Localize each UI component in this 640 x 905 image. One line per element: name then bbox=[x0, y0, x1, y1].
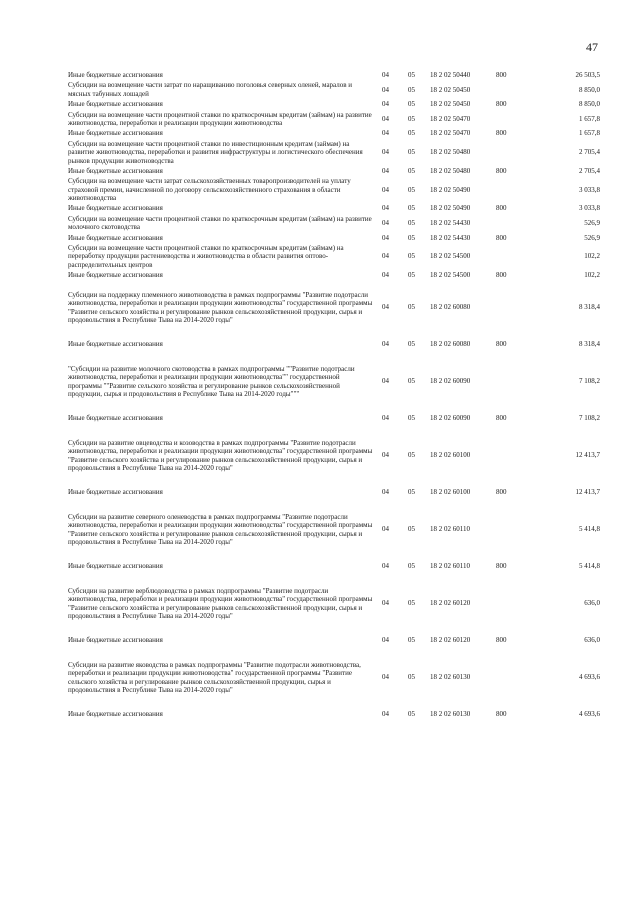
table-row bbox=[68, 631, 600, 651]
row-target-article-cell: 18 2 02 60090 bbox=[430, 414, 471, 423]
row-section-cell: 04 bbox=[382, 377, 389, 386]
row-target-article-cell: 18 2 02 60120 bbox=[430, 599, 471, 608]
row-expense-type-cell bbox=[496, 243, 540, 270]
table-row bbox=[68, 166, 600, 176]
row-subsection-cell: 05 bbox=[408, 252, 415, 261]
row-expense-type-cell: 800 bbox=[496, 100, 507, 109]
row-name-cell: Иные бюджетные ассигнования bbox=[68, 488, 163, 497]
row-target-article-cell: 18 2 02 60110 bbox=[430, 562, 470, 571]
table-row bbox=[68, 409, 600, 429]
table-row bbox=[68, 429, 600, 483]
row-subsection-cell: 05 bbox=[408, 599, 415, 608]
table-row bbox=[68, 203, 600, 213]
row-expense-type-cell: 800 bbox=[496, 129, 507, 138]
row-target-article-cell: 18 2 02 60100 bbox=[430, 488, 471, 497]
row-sum-cell: 2 705,4 bbox=[579, 148, 600, 157]
row-target-article-cell: 18 2 02 50470 bbox=[430, 129, 471, 138]
row-section-cell: 04 bbox=[382, 129, 389, 138]
row-name-cell: Иные бюджетные ассигнования bbox=[68, 100, 163, 109]
table-row bbox=[68, 503, 600, 557]
row-name-cell: Иные бюджетные ассигнования bbox=[68, 271, 163, 280]
row-name-cell: Иные бюджетные ассигнования bbox=[68, 414, 163, 423]
row-target-article-cell: 18 2 02 50440 bbox=[430, 71, 471, 79]
row-section-cell: 04 bbox=[382, 71, 389, 79]
row-section-cell: 04 bbox=[382, 204, 389, 213]
row-name-cell: Иные бюджетные ассигнования bbox=[68, 166, 163, 175]
row-subsection-cell: 05 bbox=[408, 303, 415, 312]
row-subsection-cell: 05 bbox=[408, 148, 415, 157]
row-subsection-cell: 05 bbox=[408, 710, 415, 719]
table-row bbox=[68, 335, 600, 355]
row-name-cell: Иные бюджетные ассигнования bbox=[68, 340, 163, 349]
row-name-cell: Субсидии на развитие яководства в рамках подпрограммы "Развитие подотрасли животноводства, переработки и реализации продукции животноводства" государственной программы "Развитие сельского хозяйства и регулирование рынков сельскохозяйственной продукции, сырья и продовольствия в Республике Тыва на 2014-2020 годы" bbox=[68, 660, 361, 694]
row-expense-type-cell bbox=[496, 176, 540, 203]
row-sum-cell: 4 693,6 bbox=[579, 710, 600, 719]
row-sum-cell: 1 657,8 bbox=[579, 114, 600, 123]
row-subsection-cell: 05 bbox=[408, 100, 415, 109]
row-sum-cell: 636,0 bbox=[584, 636, 600, 645]
row-name-cell: Иные бюджетные ассигнования bbox=[68, 636, 163, 645]
table-body bbox=[68, 70, 600, 725]
table-row bbox=[68, 557, 600, 577]
row-sum-cell: 8 318,4 bbox=[579, 303, 600, 312]
row-section-cell: 04 bbox=[382, 148, 389, 157]
row-sum-cell: 8 318,4 bbox=[579, 340, 600, 349]
table-row bbox=[68, 577, 600, 631]
row-expense-type-cell: 800 bbox=[496, 414, 507, 423]
row-expense-type-cell: 800 bbox=[496, 710, 507, 719]
row-sum-cell: 26 503,5 bbox=[575, 71, 600, 79]
row-sum-cell: 1 657,8 bbox=[579, 129, 600, 138]
row-expense-type-cell bbox=[496, 651, 540, 705]
row-sum-cell: 7 108,2 bbox=[579, 414, 600, 423]
row-name-cell: Субсидии на развитие верблюдоводства в рамках подпрограммы "Развитие подотрасли животноводства, переработки и реализации продукции животноводства" государственной программы "Развитие сельского хозяйства и регулирование рынков сельскохозяйственной продукции, сырья и продовольствия в Республике Тыва на 2014-2020 годы" bbox=[68, 586, 373, 620]
row-subsection-cell: 05 bbox=[408, 219, 415, 228]
row-section-cell: 04 bbox=[382, 252, 389, 261]
row-target-article-cell: 18 2 02 50470 bbox=[430, 114, 471, 123]
table-row bbox=[68, 176, 600, 203]
row-section-cell: 04 bbox=[382, 599, 389, 608]
row-subsection-cell: 05 bbox=[408, 233, 415, 242]
row-name-cell: Субсидии на поддержку племенного животноводства в рамках подпрограммы "Развитие подотрасли животноводства, переработки и реализации продукции животноводства" государственной программы "Развитие сельского хозяйства и регулирование рынков сельскохозяйственной продукции, сырья и продовольствия в Республике Тыва на 2014-2020 годы" bbox=[68, 290, 373, 324]
row-sum-cell: 3 033,8 bbox=[579, 185, 600, 194]
budget-table bbox=[68, 70, 600, 725]
table-row bbox=[68, 243, 600, 270]
row-expense-type-cell: 800 bbox=[496, 204, 507, 213]
table-row bbox=[68, 705, 600, 725]
row-sum-cell: 8 850,0 bbox=[579, 85, 600, 94]
row-section-cell: 04 bbox=[382, 100, 389, 109]
row-expense-type-cell bbox=[496, 110, 540, 129]
row-expense-type-cell bbox=[496, 139, 540, 166]
table-row bbox=[68, 270, 600, 280]
row-target-article-cell: 18 2 02 60130 bbox=[430, 710, 471, 719]
row-target-article-cell: 18 2 02 60120 bbox=[430, 636, 471, 645]
row-subsection-cell: 05 bbox=[408, 488, 415, 497]
row-target-article-cell: 18 2 02 50480 bbox=[430, 148, 471, 157]
row-section-cell: 04 bbox=[382, 166, 389, 175]
row-name-cell: Иные бюджетные ассигнования bbox=[68, 129, 163, 138]
row-expense-type-cell bbox=[496, 429, 540, 483]
table-row bbox=[68, 139, 600, 166]
row-subsection-cell: 05 bbox=[408, 71, 415, 79]
row-expense-type-cell: 800 bbox=[496, 488, 507, 497]
row-sum-cell: 102,2 bbox=[584, 252, 600, 261]
row-subsection-cell: 05 bbox=[408, 340, 415, 349]
row-name-cell: Субсидии на возмещение части процентной ставки по краткосрочным кредитам (займам) на переработку продукции растениеводства и животноводства в области развития оптово-распределительных центров bbox=[68, 244, 344, 269]
table-row bbox=[68, 483, 600, 503]
row-expense-type-cell bbox=[496, 355, 540, 409]
row-subsection-cell: 05 bbox=[408, 451, 415, 460]
row-sum-cell: 12 413,7 bbox=[575, 451, 600, 460]
row-subsection-cell: 05 bbox=[408, 673, 415, 682]
row-target-article-cell: 18 2 02 60100 bbox=[430, 451, 471, 460]
row-section-cell: 04 bbox=[382, 451, 389, 460]
row-expense-type-cell: 800 bbox=[496, 271, 507, 280]
row-section-cell: 04 bbox=[382, 233, 389, 242]
row-section-cell: 04 bbox=[382, 636, 389, 645]
row-sum-cell: 5 414,8 bbox=[579, 525, 600, 534]
row-expense-type-cell: 800 bbox=[496, 562, 507, 571]
row-sum-cell: 8 850,0 bbox=[579, 100, 600, 109]
row-section-cell: 04 bbox=[382, 710, 389, 719]
row-target-article-cell: 18 2 02 54430 bbox=[430, 233, 471, 242]
row-sum-cell: 12 413,7 bbox=[575, 488, 600, 497]
table-row bbox=[68, 233, 600, 243]
row-target-article-cell: 18 2 02 54430 bbox=[430, 219, 471, 228]
row-target-article-cell: 18 2 02 60110 bbox=[430, 525, 470, 534]
row-expense-type-cell bbox=[496, 80, 540, 99]
row-expense-type-cell bbox=[496, 503, 540, 557]
row-subsection-cell: 05 bbox=[408, 636, 415, 645]
row-subsection-cell: 05 bbox=[408, 166, 415, 175]
row-target-article-cell: 18 2 02 50450 bbox=[430, 100, 471, 109]
row-section-cell: 04 bbox=[382, 562, 389, 571]
row-section-cell: 04 bbox=[382, 488, 389, 497]
row-name-cell: Субсидии на возмещение части процентной ставки по краткосрочным кредитам (займам) на развитие молочного скотоводства bbox=[68, 214, 372, 232]
row-target-article-cell: 18 2 02 54500 bbox=[430, 271, 471, 280]
row-name-cell: Иные бюджетные ассигнования bbox=[68, 204, 163, 213]
row-section-cell: 04 bbox=[382, 185, 389, 194]
row-section-cell: 04 bbox=[382, 673, 389, 682]
table-row bbox=[68, 214, 600, 233]
row-target-article-cell: 18 2 02 60130 bbox=[430, 673, 471, 682]
row-name-cell: "Субсидии на развитие молочного скотоводства в рамках подпрограммы ""Развитие подотрасли животноводства, переработки и реализации продукции животноводства"" государственной программы ""Развитие сельского хозяйства и регулирование рынков сельскохозяйственной продукции, сырья и продовольствия в Республике Тыва на 2014-2020 годы""" bbox=[68, 364, 355, 398]
row-target-article-cell: 18 2 02 60080 bbox=[430, 303, 471, 312]
row-subsection-cell: 05 bbox=[408, 204, 415, 213]
row-target-article-cell: 18 2 02 50480 bbox=[430, 166, 471, 175]
row-name-cell: Иные бюджетные ассигнования bbox=[68, 710, 163, 719]
row-sum-cell: 526,9 bbox=[584, 233, 600, 242]
row-subsection-cell: 05 bbox=[408, 129, 415, 138]
row-expense-type-cell: 800 bbox=[496, 233, 507, 242]
row-expense-type-cell bbox=[496, 214, 540, 233]
row-subsection-cell: 05 bbox=[408, 271, 415, 280]
table-row bbox=[68, 99, 600, 109]
row-target-article-cell: 18 2 02 50490 bbox=[430, 185, 471, 194]
row-expense-type-cell: 800 bbox=[496, 71, 507, 79]
table-row bbox=[68, 80, 600, 99]
row-target-article-cell: 18 2 02 60090 bbox=[430, 377, 471, 386]
row-name-cell: Иные бюджетные ассигнования bbox=[68, 562, 163, 571]
row-subsection-cell: 05 bbox=[408, 562, 415, 571]
row-sum-cell: 4 693,6 bbox=[579, 673, 600, 682]
row-name-cell: Субсидии на развитие северного оленеводства в рамках подпрограммы "Развитие подотрасли животноводства, переработки и реализации продукции животноводства" государственной программы "Развитие сельского хозяйства и регулирование рынков сельскохозяйственной продукции, сырья и продовольствия в Республике Тыва на 2014-2020 годы" bbox=[68, 512, 373, 546]
row-sum-cell: 526,9 bbox=[584, 219, 600, 228]
table-row bbox=[68, 651, 600, 705]
row-subsection-cell: 05 bbox=[408, 414, 415, 423]
page-number: 47 bbox=[586, 40, 598, 54]
row-sum-cell: 2 705,4 bbox=[579, 166, 600, 175]
row-section-cell: 04 bbox=[382, 414, 389, 423]
row-section-cell: 04 bbox=[382, 219, 389, 228]
row-section-cell: 04 bbox=[382, 525, 389, 534]
row-sum-cell: 5 414,8 bbox=[579, 562, 600, 571]
row-expense-type-cell bbox=[496, 281, 540, 335]
table-row bbox=[68, 281, 600, 335]
row-name-cell: Иные бюджетные ассигнования bbox=[68, 233, 163, 242]
row-subsection-cell: 05 bbox=[408, 525, 415, 534]
row-name-cell: Субсидии на возмещение части затрат по наращиванию поголовья северных оленей, маралов и мясных табунных лошадей bbox=[68, 81, 353, 98]
row-name-cell: Субсидии на возмещение части процентной ставки по инвестиционным кредитам (займам) на развитие животноводства, переработки и развития инфраструктуры и логистического обеспечения рынков продукции животноводства bbox=[68, 139, 363, 165]
row-section-cell: 04 bbox=[382, 85, 389, 94]
table-row bbox=[68, 110, 600, 129]
row-expense-type-cell: 800 bbox=[496, 340, 507, 349]
row-section-cell: 04 bbox=[382, 340, 389, 349]
table-row bbox=[68, 128, 600, 138]
row-subsection-cell: 05 bbox=[408, 185, 415, 194]
table-row bbox=[68, 355, 600, 409]
row-sum-cell: 3 033,8 bbox=[579, 204, 600, 213]
row-expense-type-cell: 800 bbox=[496, 636, 507, 645]
row-target-article-cell: 18 2 02 60080 bbox=[430, 340, 471, 349]
table-row bbox=[68, 70, 600, 80]
row-sum-cell: 7 108,2 bbox=[579, 377, 600, 386]
row-sum-cell: 636,0 bbox=[584, 599, 600, 608]
row-expense-type-cell bbox=[496, 577, 540, 631]
row-target-article-cell: 18 2 02 50490 bbox=[430, 204, 471, 213]
row-sum-cell: 102,2 bbox=[584, 271, 600, 280]
row-name-cell: Субсидии на возмещение части затрат сельскохозяйственных товаропроизводителей на уплату страховой премии, начисленной по договору сельскохозяйственного страхования в области животноводства bbox=[68, 177, 351, 203]
row-target-article-cell: 18 2 02 54500 bbox=[430, 252, 471, 261]
row-section-cell: 04 bbox=[382, 271, 389, 280]
row-name-cell: Иные бюджетные ассигнования bbox=[68, 71, 163, 79]
row-target-article-cell: 18 2 02 50450 bbox=[430, 85, 471, 94]
row-subsection-cell: 05 bbox=[408, 114, 415, 123]
row-subsection-cell: 05 bbox=[408, 377, 415, 386]
row-expense-type-cell: 800 bbox=[496, 166, 507, 175]
row-section-cell: 04 bbox=[382, 114, 389, 123]
row-name-cell: Субсидии на развитие овцеводства и козоводства в рамках подпрограммы "Развитие подотрасли животноводства, переработки и реализации продукции животноводства" государственной программы "Развитие сельского хозяйства и регулирование рынков сельскохозяйственной продукции, сырья и продовольствия в Республике Тыва на 2014-2020 годы" bbox=[68, 438, 373, 472]
row-name-cell: Субсидии на возмещение части процентной ставки по краткосрочным кредитам (займам) на развитие животноводства, переработки и реализации продукции животноводства bbox=[68, 110, 372, 127]
row-section-cell: 04 bbox=[382, 303, 389, 312]
row-subsection-cell: 05 bbox=[408, 85, 415, 94]
